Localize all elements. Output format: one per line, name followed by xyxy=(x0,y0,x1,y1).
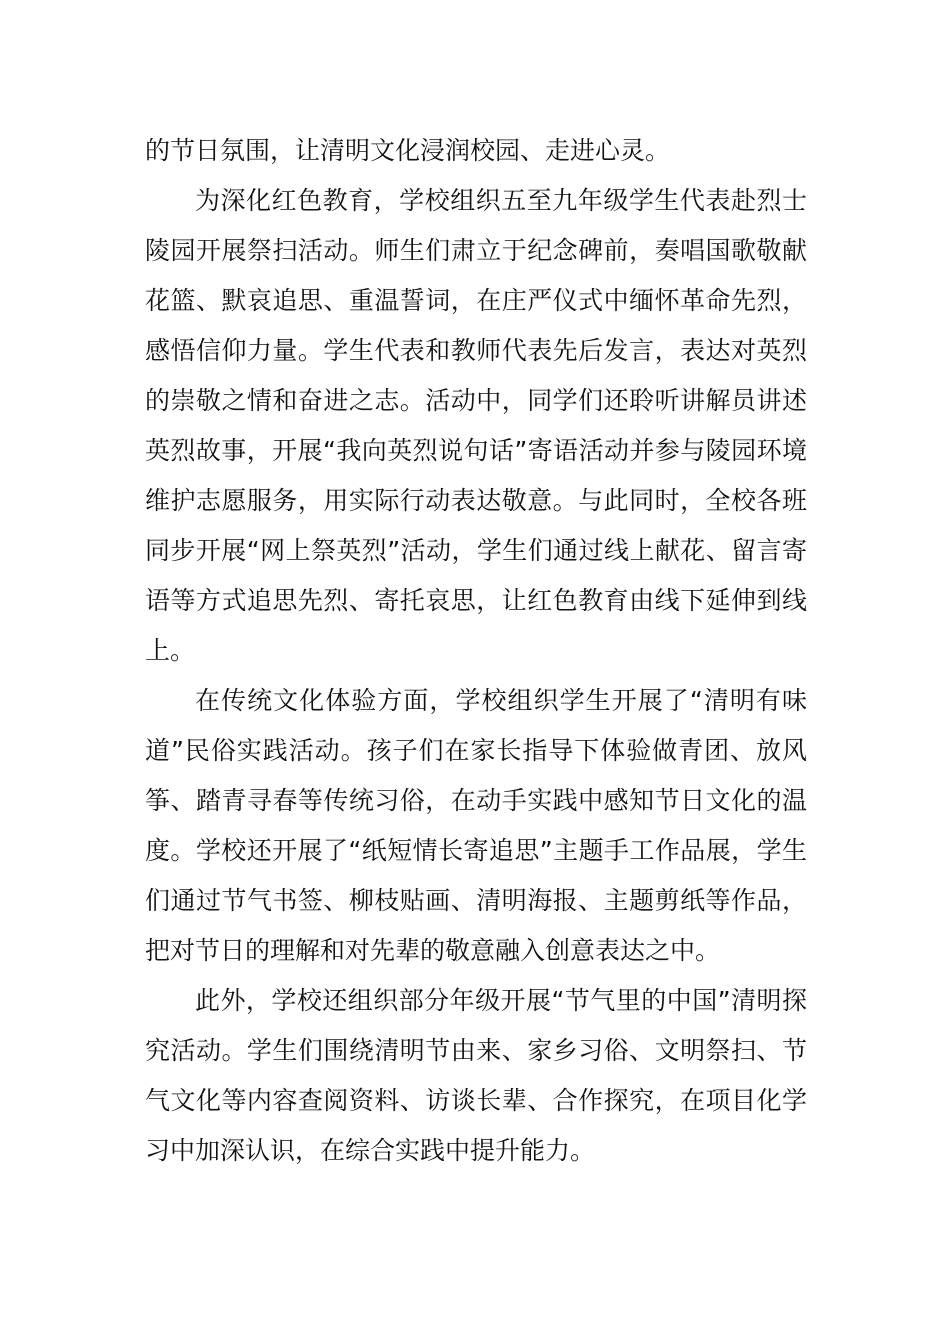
paragraph-continuation: 的节日氛围，让清明文化浸润校园、走进心灵。 xyxy=(145,136,671,165)
paragraph-inquiry-activity: 此外，学校还组织部分年级开展“节气里的中国”清明探究活动。学生们围绕清明节由来、家乡习俗、文明祭扫、节气文化等内容查阅资料、访谈长辈、合作探究，在项目化学习中加深认识，在综合实践中提升能力。 xyxy=(145,986,807,1165)
paragraph-red-education: 为深化红色教育，学校组织五至九年级学生代表赴烈士陵园开展祭扫活动。师生们肃立于纪念碑前，奏唱国歌敬献花篮、默哀追思、重温誓词，在庄严仪式中缅怀革命先烈，感悟信仰力量。学生代表和教师代表先后发言，表达对英烈的崇敬之情和奋进之志。活动中，同学们还聆听讲解员讲述英烈故事，开展“我向英烈说句话”寄语活动并参与陵园环境维护志愿服务，用实际行动表达敬意。与此同时，全校各班同步开展“网上祭英烈”活动，学生们通过线上献花、留言寄语等方式追思先烈、寄托哀思，让红色教育由线下延伸到线上。 xyxy=(145,186,807,665)
paragraph-traditional-culture: 在传统文化体验方面，学校组织学生开展了“清明有味道”民俗实践活动。孩子们在家长指导下体验做青团、放风筝、踏青寻春等传统习俗，在动手实践中感知节日文化的温度。学校还开展了“纸短情长寄追思”主题手工作品展，学生们通过节气书签、柳枝贴画、清明海报、主题剪纸等作品，把对节日的理解和对先辈的敬意融入创意表达之中。 xyxy=(145,686,807,965)
body-text xyxy=(145,126,807,1176)
